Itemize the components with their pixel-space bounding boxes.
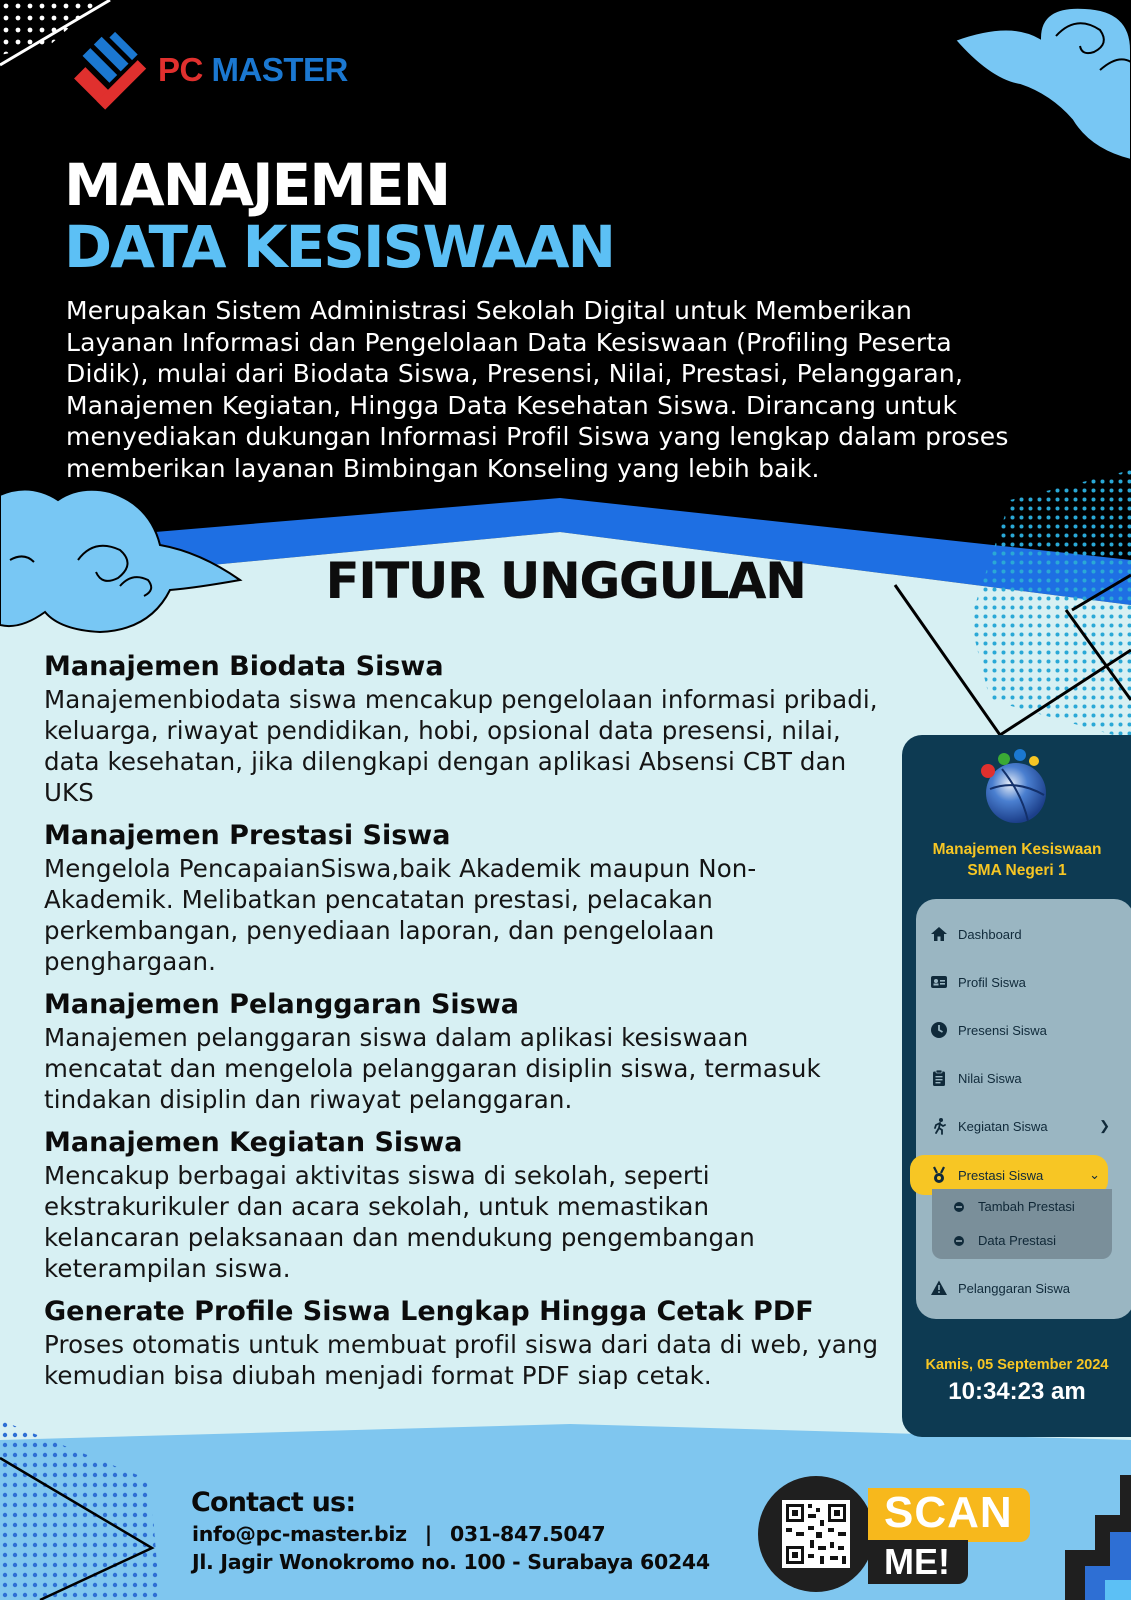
qr-code-badge[interactable] bbox=[758, 1476, 874, 1592]
feature-title: Manajemen Pelanggaran Siswa bbox=[44, 989, 519, 1020]
contact-phone[interactable]: 031-847.5047 bbox=[449, 1522, 606, 1546]
brand-pc: PC bbox=[158, 51, 203, 88]
sidebar-item-nilai-siswa[interactable] bbox=[928, 1065, 1118, 1091]
medal-icon bbox=[928, 1164, 950, 1186]
app-globe-logo-icon bbox=[972, 749, 1052, 825]
title-line-1: MANAJEMEN bbox=[64, 151, 450, 219]
submenu-item-data-prestasi[interactable] bbox=[954, 1233, 1056, 1248]
clipboard-icon bbox=[928, 1067, 950, 1089]
brand-name bbox=[158, 51, 348, 89]
feature-title: Generate Profile Siswa Lengkap Hingga Cetak PDF bbox=[44, 1296, 814, 1327]
home-icon bbox=[928, 923, 950, 945]
sidebar-item-label: Dashboard bbox=[958, 926, 1022, 942]
sidebar-item-label: Pelanggaran Siswa bbox=[958, 1280, 1071, 1296]
section-title: FITUR UNGGULAN bbox=[325, 552, 806, 610]
intro-paragraph: Merupakan Sistem Administrasi Sekolah Digital untuk Memberikan Layanan Informasi dan Pengelolaan Data Kesiswaan (Profiling Peserta Didik), mulai dari Biodata Siswa, Presensi, Nilai, Prestasi, Pelanggaran, Manajemen Kegiatan, Hingga Data Kesehatan Siswa. Dirancang untuk menyediakan dukungan Informasi Profil Siswa yang lengkap dalam proses memberikan layanan Bimbingan Konseling yang lebih baik. bbox=[66, 296, 1009, 483]
sidebar-item-pelanggaran-siswa[interactable] bbox=[928, 1275, 1118, 1301]
submenu-item-tambah-prestasi[interactable] bbox=[954, 1199, 1075, 1214]
contact-title: Contact us: bbox=[191, 1487, 356, 1518]
feature-list bbox=[44, 650, 884, 1402]
feature-description: Proses otomatis untuk membuat profil siswa dari data di web, yang kemudian bisa diubah menjadi format PDF siap cetak. bbox=[44, 1330, 879, 1390]
app-mockup bbox=[902, 735, 1131, 1437]
sidebar-item-presensi-siswa[interactable] bbox=[928, 1017, 1118, 1043]
submenu-item-label: Tambah Prestasi bbox=[978, 1199, 1075, 1214]
feature-description: Mencakup berbagai aktivitas siswa di sekolah, seperti ekstrakurikuler dan acara sekolah, untuk memastikan kelancaran pelaksanaan dan mendukung pengembangan keterampilan siswa. bbox=[44, 1161, 755, 1283]
app-date: Kamis, 05 September 2024 bbox=[925, 1357, 1109, 1373]
feature-item bbox=[44, 988, 884, 1115]
feature-title: Manajemen Prestasi Siswa bbox=[44, 820, 451, 851]
feature-description: Mengelola PencapaianSiswa,baik Akademik maupun Non-Akademik. Melibatkan pencatatan prestasi, pelacakan perkembangan, penyediaan laporan, dan pengelolaan penghargaan. bbox=[44, 854, 757, 976]
running-icon bbox=[928, 1115, 950, 1137]
app-name-line-1: Manajemen Kesiswaan bbox=[932, 841, 1102, 858]
id-card-icon bbox=[928, 971, 950, 993]
app-name bbox=[902, 839, 1131, 881]
feature-item bbox=[44, 650, 884, 808]
sidebar-menu bbox=[916, 899, 1131, 1319]
brand-logo bbox=[66, 28, 348, 112]
pc-master-logo-icon bbox=[66, 28, 150, 112]
title-line-2: DATA KESISWAAN bbox=[64, 213, 615, 281]
feature-item bbox=[44, 1295, 884, 1391]
contact-email[interactable]: info@pc-master.biz bbox=[192, 1522, 407, 1546]
sidebar-item-label: Profil Siswa bbox=[958, 974, 1026, 990]
clock-icon bbox=[928, 1019, 950, 1041]
sidebar-item-label: Nilai Siswa bbox=[958, 1070, 1022, 1086]
brand-master: MASTER bbox=[211, 51, 348, 88]
submenu-item-label: Data Prestasi bbox=[978, 1233, 1057, 1248]
contact-separator: | bbox=[424, 1522, 432, 1546]
warning-icon bbox=[928, 1277, 950, 1299]
minus-circle-icon bbox=[954, 1236, 964, 1246]
submenu-prestasi bbox=[932, 1189, 1112, 1259]
scan-label: SCAN bbox=[884, 1488, 1013, 1537]
me-label: ME! bbox=[884, 1541, 950, 1582]
feature-item bbox=[44, 819, 884, 977]
contact-address: Jl. Jagir Wonokromo no. 100 - Surabaya 60244 bbox=[192, 1550, 710, 1574]
app-name-line-2: SMA Negeri 1 bbox=[967, 862, 1067, 879]
qr-code-icon bbox=[758, 1476, 874, 1592]
contact-line bbox=[192, 1522, 605, 1546]
app-time: 10:34:23 am bbox=[948, 1378, 1086, 1405]
feature-title: Manajemen Biodata Siswa bbox=[44, 651, 444, 682]
sidebar-item-dashboard[interactable] bbox=[928, 921, 1118, 947]
sidebar-item-label: Presensi Siswa bbox=[958, 1022, 1047, 1038]
feature-item bbox=[44, 1126, 884, 1284]
feature-title: Manajemen Kegiatan Siswa bbox=[44, 1127, 463, 1158]
sidebar-item-label: Prestasi Siswa bbox=[958, 1167, 1044, 1183]
feature-description: Manajemenbiodata siswa mencakup pengelolaan informasi pribadi, keluarga, riwayat pendidikan, hobi, opsional data presensi, nilai, data kesehatan, jika dilengkapi dengan aplikasi Absensi CBT dan UKS bbox=[44, 685, 878, 807]
sidebar-item-kegiatan-siswa[interactable] bbox=[928, 1113, 1118, 1139]
chevron-down-icon: ⌄ bbox=[1089, 1167, 1100, 1182]
chevron-right-icon: ❯ bbox=[1099, 1118, 1110, 1133]
sidebar-item-label: Kegiatan Siswa bbox=[958, 1118, 1048, 1134]
minus-circle-icon bbox=[954, 1202, 964, 1212]
feature-description: Manajemen pelanggaran siswa dalam aplikasi kesiswaan mencatat dan mengelola pelanggaran disiplin siswa, termasuk tindakan disiplin dan riwayat pelanggaran. bbox=[44, 1023, 821, 1114]
sidebar-item-profil-siswa[interactable] bbox=[928, 969, 1118, 995]
